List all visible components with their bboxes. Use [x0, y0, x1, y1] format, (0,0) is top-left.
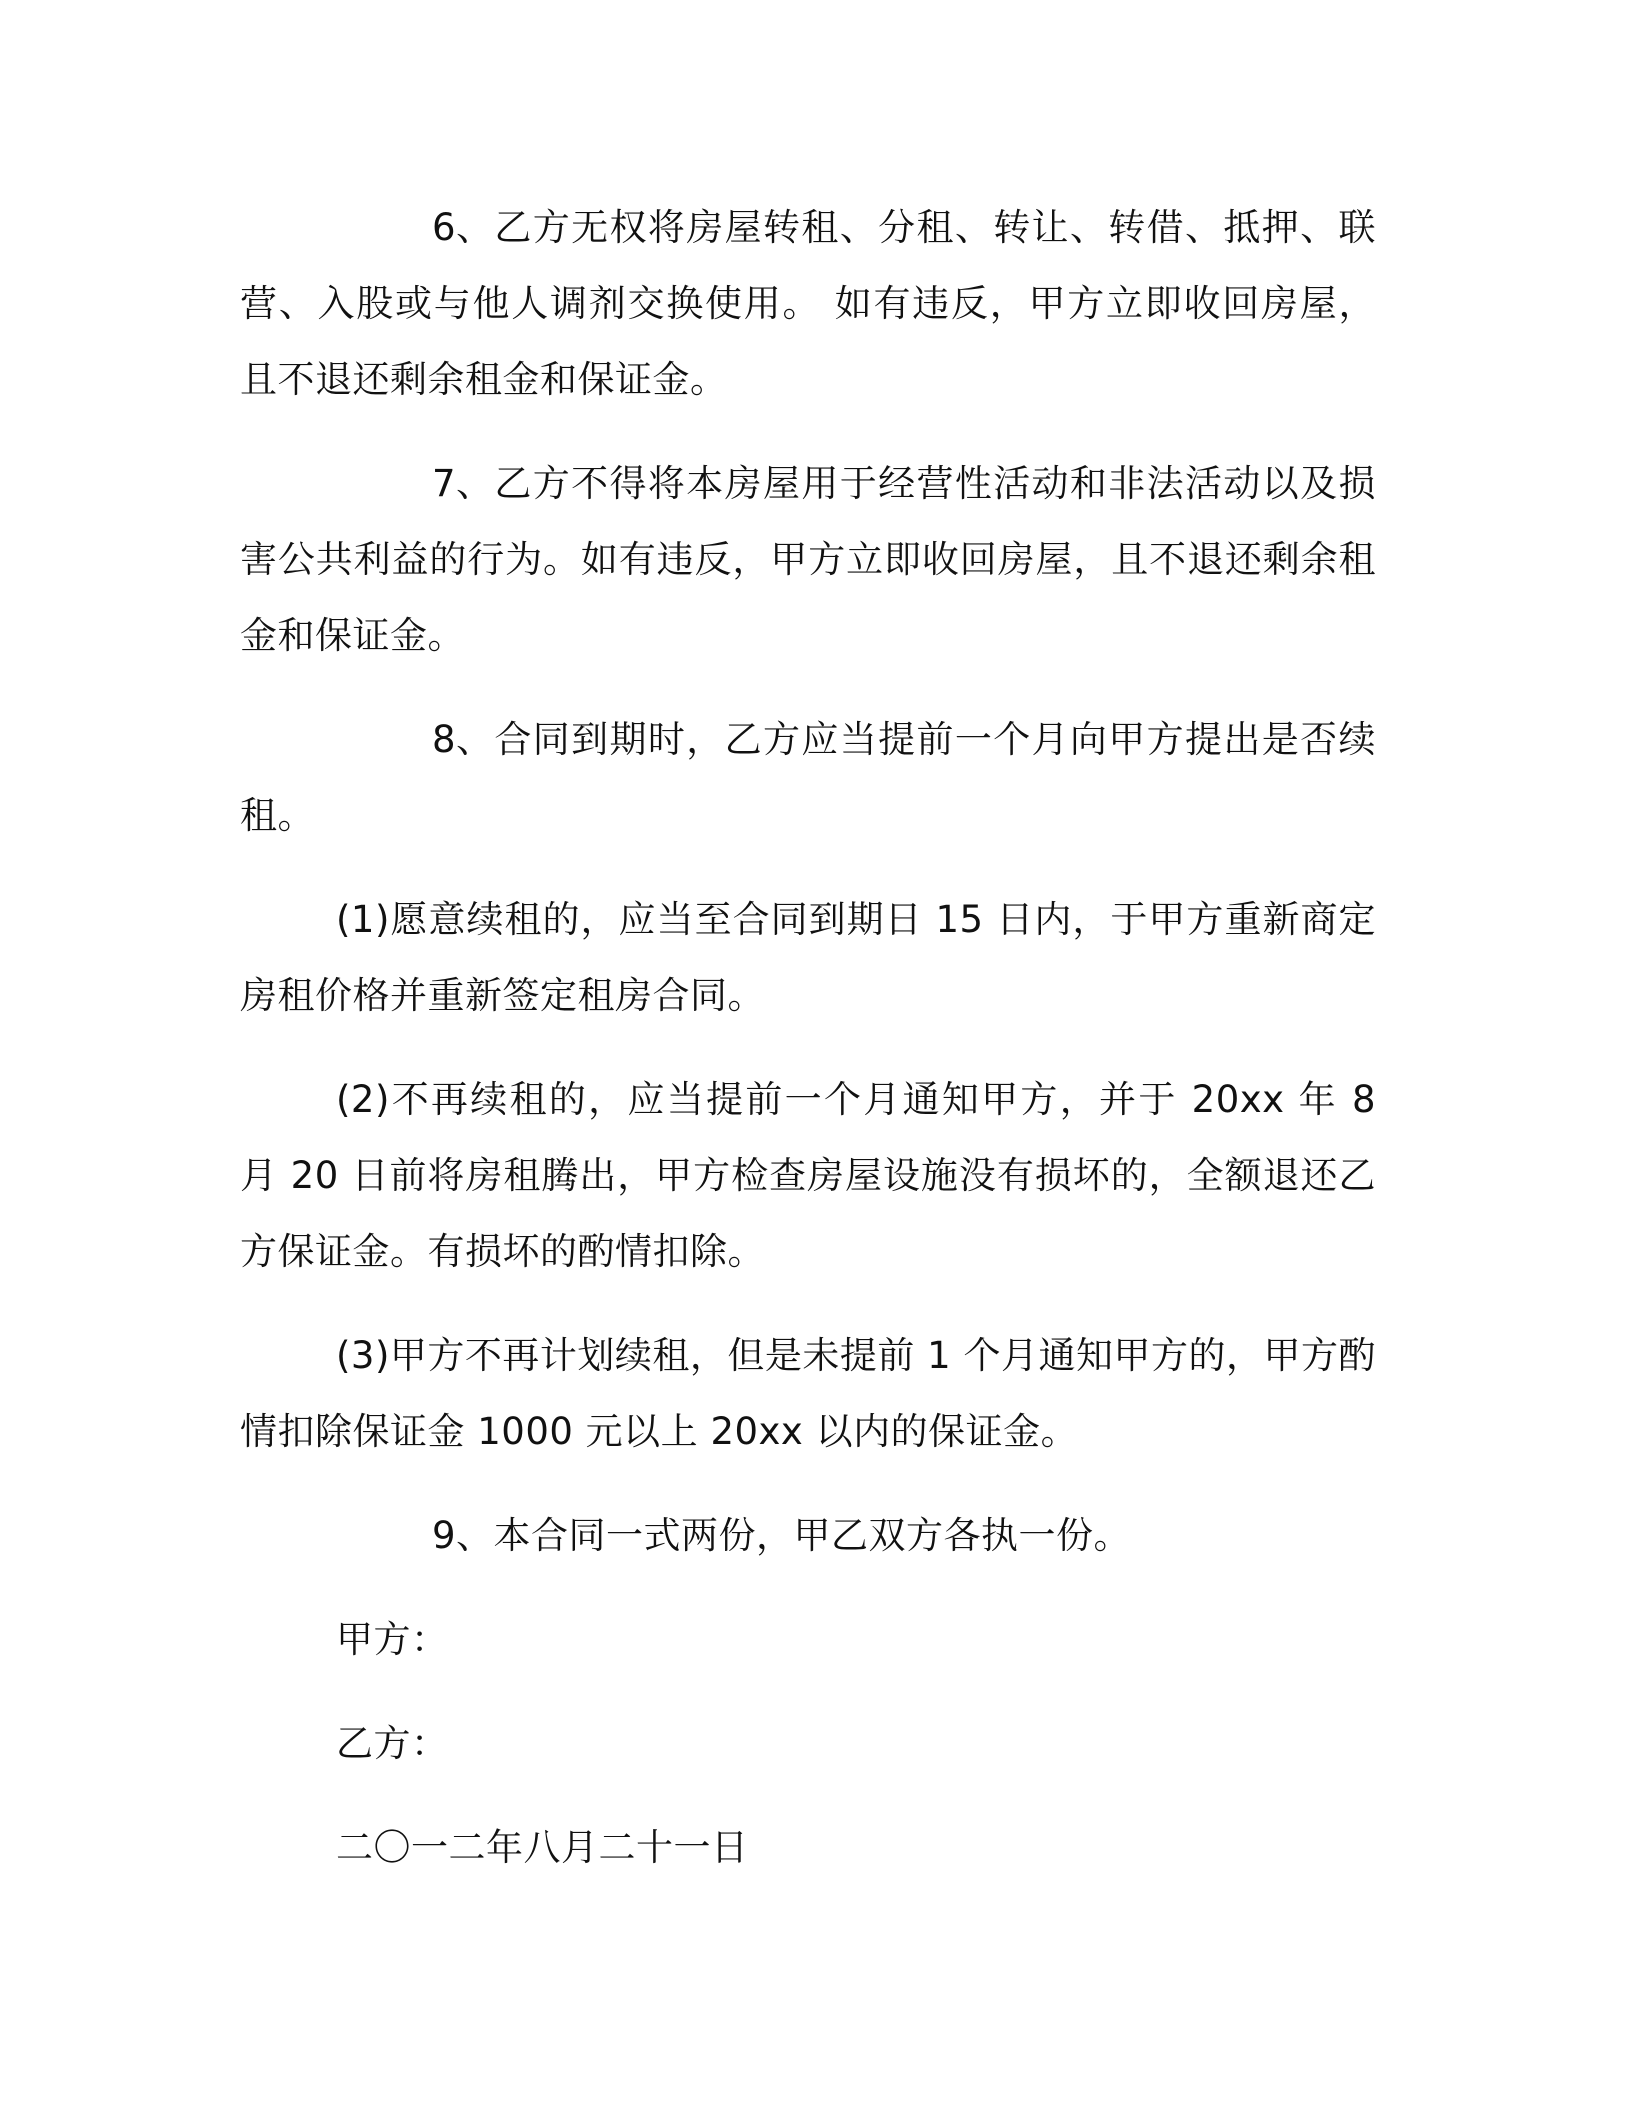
clause-7 [240, 446, 1376, 674]
party-a-signature [240, 1602, 1376, 1678]
clause-6 [240, 190, 1376, 418]
clause-8-sub-2 [240, 1062, 1376, 1290]
clause-8 [240, 702, 1376, 854]
clause-8-sub-3 [240, 1318, 1376, 1470]
date-text: 二〇一二年八月二十一日 [336, 1826, 749, 1869]
clause-9 [240, 1498, 1376, 1574]
party-b-label: 乙方： [336, 1722, 449, 1765]
party-a-label: 甲方： [336, 1618, 449, 1661]
clause-text: 乙方无权将房屋转租、分租、转让、转借、抵押、联营、入股或与他人调剂交换使用。 如有违反，甲方立即收回房屋，且不退还剩余租金和保证金。 [240, 206, 1376, 401]
contract-date [240, 1810, 1376, 1886]
document-body [240, 190, 1376, 1914]
clause-number: 6、 [432, 206, 494, 249]
clause-number: 8、 [432, 718, 494, 761]
clause-text: 本合同一式两份，甲乙双方各执一份。 [493, 1514, 1132, 1557]
clause-text: (1)愿意续租的，应当至合同到期日 15 日内，于甲方重新商定房租价格并重新签定租房合同。 [240, 898, 1376, 1017]
clause-8-sub-1 [240, 882, 1376, 1034]
clause-text: 乙方不得将本房屋用于经营性活动和非法活动以及损害公共利益的行为。如有违反，甲方立即收回房屋，且不退还剩余租金和保证金。 [240, 462, 1376, 657]
clause-number: 7、 [432, 462, 494, 505]
clause-text: 合同到期时，乙方应当提前一个月向甲方提出是否续租。 [240, 718, 1376, 837]
party-b-signature [240, 1706, 1376, 1782]
clause-number: 9、 [432, 1514, 494, 1557]
clause-text: (2)不再续租的，应当提前一个月通知甲方，并于 20xx 年 8 月 20 日前将房租腾出，甲方检查房屋设施没有损坏的，全额退还乙方保证金。有损坏的酌情扣除。 [240, 1078, 1376, 1273]
clause-text: (3)甲方不再计划续租，但是未提前 1 个月通知甲方的，甲方酌情扣除保证金 1000 元以上 20xx 以内的保证金。 [240, 1334, 1376, 1453]
